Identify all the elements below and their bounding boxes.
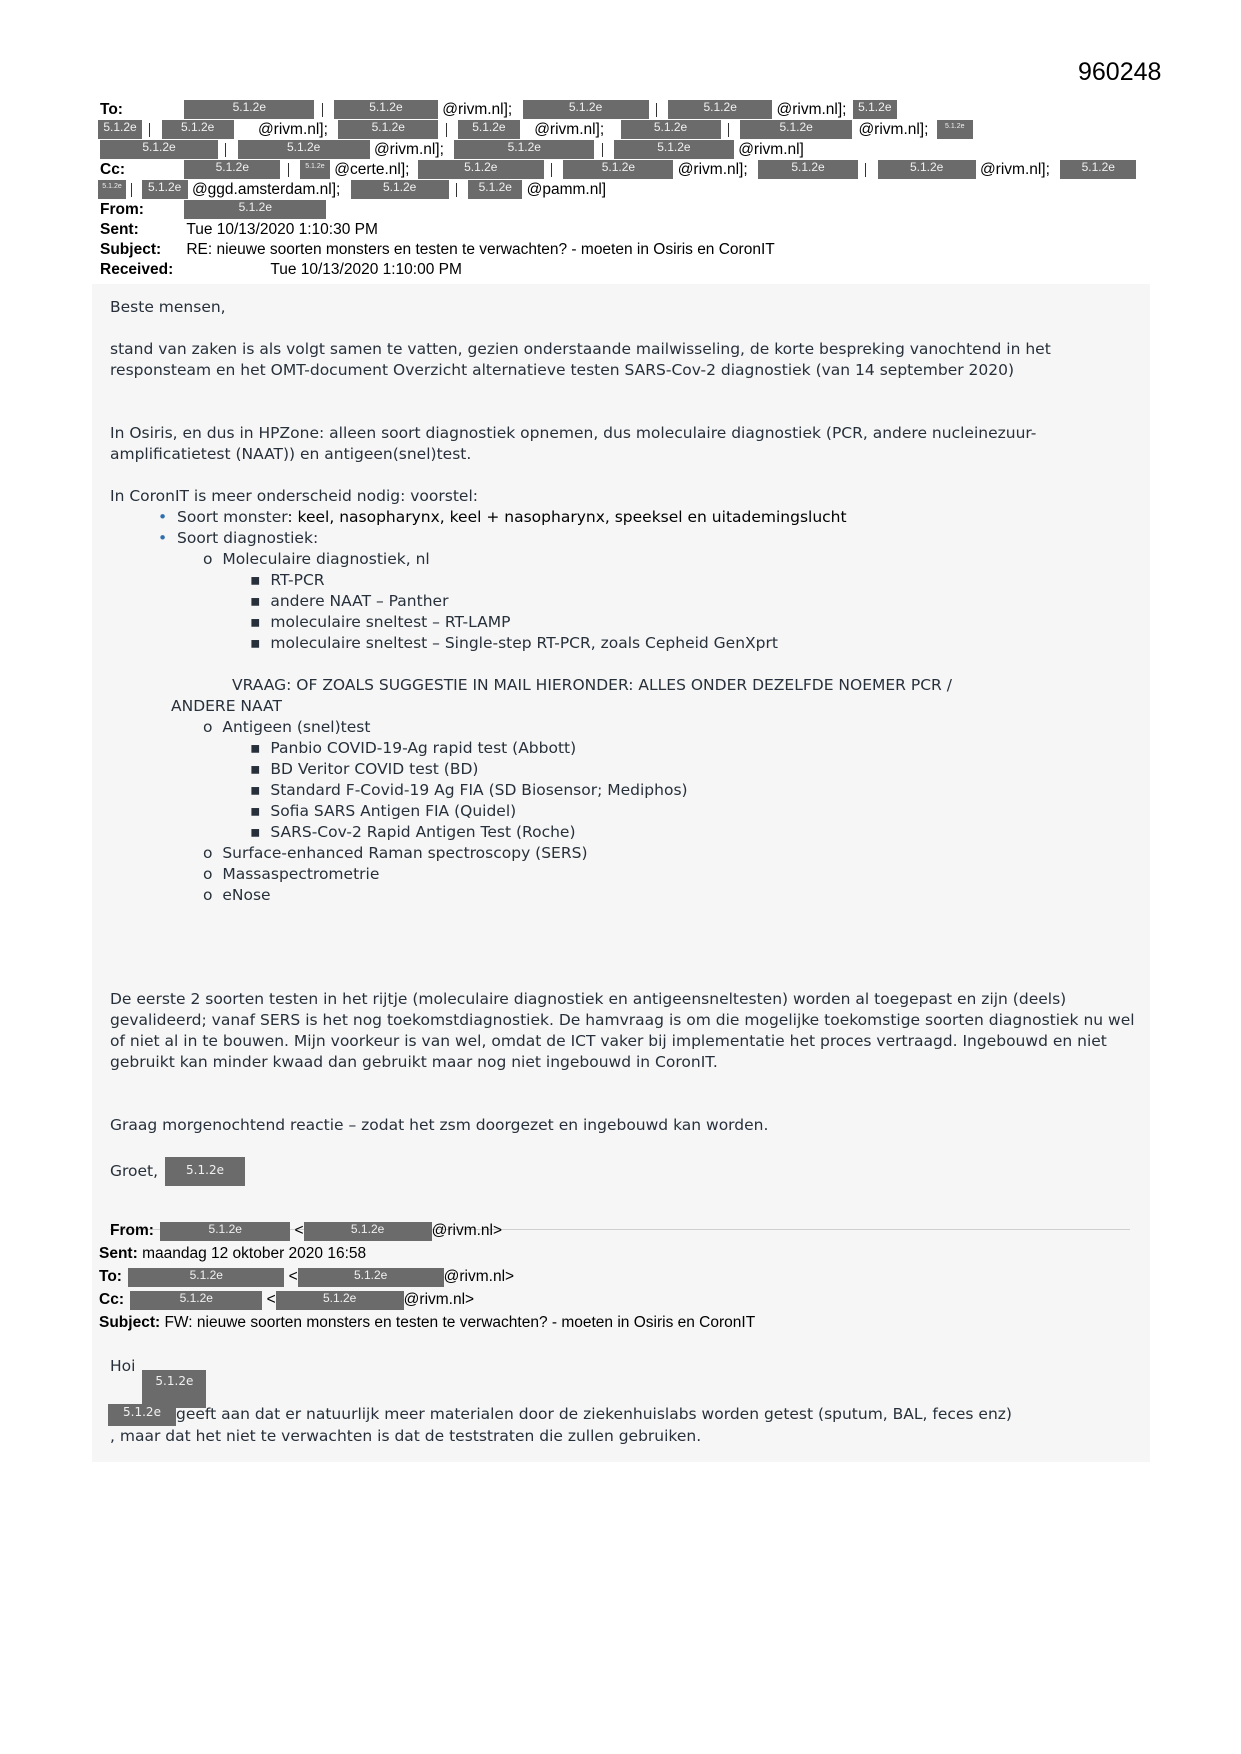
to-line-2 (98, 120, 973, 140)
redaction: 5.1.2e (300, 160, 330, 179)
bracket (225, 143, 230, 157)
redaction: 5.1.2e (184, 160, 280, 179)
list-item: o Antigeen (snel)test (203, 718, 371, 736)
subject-value: RE: nieuwe soorten monsters en testen te verwachten? - moeten in Osiris en CoronIT (186, 241, 775, 258)
osiris-paragraph: In Osiris, en dus in HPZone: alleen soort diagnostiek opnemen, dus moleculaire diagnostiek (PCR, andere nucleinezuur-amplificatietest (NAAT)) en antigeen(snel)test. (110, 424, 1037, 463)
bracket (446, 123, 451, 137)
email-domain: @rivm.nl]; (257, 121, 328, 138)
redaction: 5.1.2e (142, 1370, 206, 1408)
redaction: 5.1.2e (458, 120, 520, 139)
received-value: Tue 10/13/2020 1:10:00 PM (270, 261, 462, 278)
to-label: To: (100, 101, 123, 118)
bracket (288, 163, 293, 177)
cc-label: Cc: (100, 161, 125, 178)
conclusion-paragraph: De eerste 2 soorten testen in het rijtje (moleculaire diagnostiek en antigeensneltesten) worden al toegepast en zijn (deels) gevalideerd; vanaf SERS is het nog toekomstdiagnostiek. De hamvraag is om die mogelijke toekomstige soorten diagnostiek nu wel of niet al in te bouwen. Mijn voorkeur is van wel, omdat de ICT vaker bij implementatie het proces vertraagd. Ingebouwd en niet gebruikt kan minder kwaad dan gebruikt maar nog niet ingebouwd in CoronIT. (110, 990, 1135, 1071)
redaction: 5.1.2e (334, 100, 438, 119)
greeting: Beste mensen, (110, 298, 226, 316)
list-item: ▪ RT-PCR (250, 571, 325, 589)
redaction: 5.1.2e (100, 140, 218, 159)
redaction: 5.1.2e (614, 140, 734, 159)
received-line (100, 260, 462, 280)
bracket (602, 143, 607, 157)
list-item: o Surface-enhanced Raman spectroscopy (SERS) (203, 844, 588, 862)
email-domain: @rivm.nl] (738, 141, 804, 158)
prev-from-line: From: 5.1.2e < 5.1.2e @rivm.nl> (110, 1222, 503, 1239)
redaction: 5.1.2e (454, 140, 594, 159)
redaction: 5.1.2e (130, 1291, 262, 1310)
coronit-paragraph: In CoronIT is meer onderscheid nodig: voorstel: (110, 487, 478, 505)
list-item: ▪ moleculaire sneltest – RT-LAMP (250, 613, 511, 631)
bracket (149, 123, 154, 137)
prev-body-line: 5.1.2e geeft aan dat er natuurlijk meer materialen door de ziekenhuislabs worden getest (sputum, BAL, feces enz) (108, 1404, 1012, 1426)
redaction: 5.1.2e (304, 1222, 432, 1241)
email-domain: @rivm.nl]; (373, 141, 444, 158)
subject-label: Subject: (100, 241, 162, 258)
list-item: ▪ andere NAAT – Panther (250, 592, 449, 610)
redaction: 5.1.2e (523, 100, 649, 119)
from-label: From: (100, 201, 144, 218)
prev-body-line-2: , maar dat het niet te verwachten is dat de teststraten die zullen gebruiken. (110, 1427, 702, 1445)
list-item: ▪ SARS-Cov-2 Rapid Antigen Test (Roche) (250, 823, 576, 841)
redaction: 5.1.2e (184, 100, 314, 119)
redaction: 5.1.2e (276, 1291, 404, 1310)
bracket (656, 103, 661, 117)
received-label: Received: (100, 261, 174, 278)
redaction: 5.1.2e (758, 160, 858, 179)
redaction: 5.1.2e (184, 200, 326, 219)
email-domain: @ggd.amsterdam.nl]; (191, 181, 341, 198)
email-domain: @rivm.nl]; (442, 101, 513, 118)
list-item: ▪ Standard F-Covid-19 Ag FIA (SD Biosensor; Mediphos) (250, 781, 688, 799)
sent-label: Sent: (100, 221, 139, 238)
from-line (100, 200, 326, 220)
redaction: 5.1.2e (563, 160, 673, 179)
redaction: 5.1.2e (937, 120, 973, 139)
redaction: 5.1.2e (160, 1222, 290, 1241)
vraag-line: ANDERE NAAT (171, 697, 282, 715)
redaction: 5.1.2e (165, 1157, 245, 1186)
email-domain: @rivm.nl]; (776, 101, 847, 118)
redaction: 5.1.2e (128, 1268, 284, 1287)
list-item: ▪ moleculaire sneltest – Single-step RT-PCR, zoals Cepheid GenXprt (250, 634, 778, 652)
redaction: 5.1.2e (351, 180, 449, 199)
list-item: • Soort diagnostiek: (158, 529, 319, 547)
email-domain: @pamm.nl] (526, 181, 607, 198)
to-line-3 (100, 140, 804, 160)
list-item: ▪ Panbio COVID-19-Ag rapid test (Abbott) (250, 739, 577, 757)
prev-subject-line: Subject: FW: nieuwe soorten monsters en testen te verwachten? - moeten in Osiris en CoronIT (99, 1314, 756, 1331)
prev-sent-line: Sent: maandag 12 oktober 2020 16:58 (99, 1245, 367, 1262)
redaction: 5.1.2e (142, 180, 188, 199)
redaction: 5.1.2e (298, 1268, 444, 1287)
redaction: 5.1.2e (853, 100, 897, 119)
vraag-line: VRAAG: OF ZOALS SUGGESTIE IN MAIL HIERONDER: ALLES ONDER DEZELFDE NOEMER PCR / (232, 676, 952, 694)
redaction: 5.1.2e (621, 120, 721, 139)
prev-greeting: Hoi 5.1.2e (110, 1356, 206, 1408)
list-item: o Massaspectrometrie (203, 865, 380, 883)
redaction: 5.1.2e (740, 120, 852, 139)
bracket (131, 183, 136, 197)
list-item: o eNose (203, 886, 271, 904)
email-domain: @rivm.nl]; (979, 161, 1050, 178)
redaction: 5.1.2e (108, 1404, 176, 1426)
redaction: 5.1.2e (468, 180, 522, 199)
email-domain: @rivm.nl]; (858, 121, 929, 138)
sent-line (100, 220, 378, 240)
closing: Groet, 5.1.2e (110, 1157, 245, 1186)
intro-paragraph: stand van zaken is als volgt samen te vatten, gezien onderstaande mailwisseling, de korte bespreking vanochtend in het responsteam en het OMT-document Overzicht alternatieve testen SARS-Cov-2 diagnostiek (van 14 september 2020) (110, 340, 1051, 379)
bracket (551, 163, 556, 177)
cc-line-2 (98, 180, 606, 200)
redaction: 5.1.2e (98, 180, 126, 199)
subject-line (100, 240, 775, 260)
cc-line (100, 160, 1136, 180)
redaction: 5.1.2e (1060, 160, 1136, 179)
redaction: 5.1.2e (98, 120, 142, 139)
soort-monster-value: : keel, nasopharynx, keel + nasopharynx, speeksel en uitademingslucht (287, 508, 847, 526)
bracket (865, 163, 870, 177)
prev-to-line: To: 5.1.2e < 5.1.2e @rivm.nl> (99, 1268, 515, 1285)
redaction: 5.1.2e (418, 160, 544, 179)
request-paragraph: Graag morgenochtend reactie – zodat het zsm doorgezet en ingebouwd kan worden. (110, 1116, 769, 1134)
redaction: 5.1.2e (878, 160, 976, 179)
redaction: 5.1.2e (238, 140, 370, 159)
list-item: ▪ BD Veritor COVID test (BD) (250, 760, 479, 778)
redaction: 5.1.2e (162, 120, 234, 139)
list-item: • Soort monster: keel, nasopharynx, keel + nasopharynx, speeksel en uitademingslucht (158, 508, 847, 526)
to-line (100, 100, 897, 120)
email-domain: @certe.nl]; (334, 161, 410, 178)
redaction: 5.1.2e (668, 100, 772, 119)
bracket (728, 123, 733, 137)
bracket (322, 103, 327, 117)
list-item: o Moleculaire diagnostiek, nl (203, 550, 430, 568)
email-domain: @rivm.nl]; (534, 121, 605, 138)
bracket (456, 183, 461, 197)
prev-cc-line: Cc: 5.1.2e < 5.1.2e @rivm.nl> (99, 1291, 475, 1308)
list-item: ▪ Sofia SARS Antigen FIA (Quidel) (250, 802, 517, 820)
email-domain: @rivm.nl]; (677, 161, 748, 178)
document-number: 960248 (1078, 58, 1162, 86)
sent-value: Tue 10/13/2020 1:10:30 PM (186, 221, 378, 238)
soort-monster-label: Soort monster (177, 508, 288, 526)
redaction: 5.1.2e (338, 120, 438, 139)
